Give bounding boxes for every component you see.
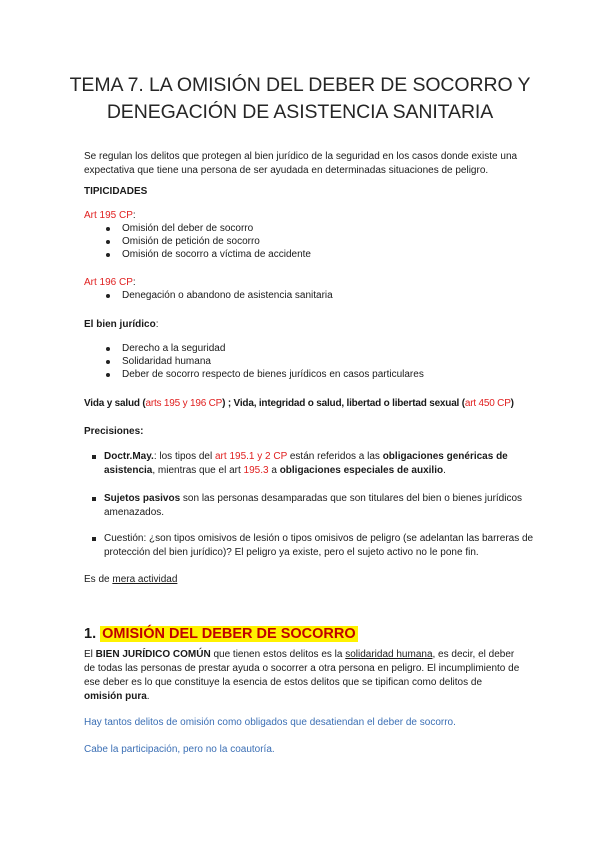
p1-ref-2: 195.3 [243, 465, 269, 476]
p1-h: a [268, 465, 280, 476]
blue-note-2: Cabe la participación, pero no la coautoría. [84, 744, 275, 755]
list-item: Omisión de socorro a víctima de accidente [104, 248, 311, 261]
bien-juridico-list [104, 342, 424, 381]
list-item: Deber de socorro respecto de bienes jurídicos en casos particulares [104, 368, 424, 381]
vida-salud-line [84, 397, 514, 411]
vida-ref-a: arts 195 y 196 CP [145, 398, 223, 409]
list-item: Omisión del deber de socorro [104, 222, 311, 235]
mera-text: Es de [84, 574, 113, 585]
art195-heading [84, 209, 136, 223]
s1p-a: El [84, 649, 96, 660]
title-line-2: DENEGACIÓN DE ASISTENCIA SANITARIA [106, 101, 494, 123]
section-1-heading [84, 624, 358, 644]
precision-item-2 [90, 492, 536, 520]
vida-text-a: Vida y salud ( [84, 398, 146, 409]
precision-item-1 [90, 450, 536, 478]
s1p-f: omisión pura [84, 691, 147, 702]
bien-juridico-label: El bien jurídico [84, 319, 156, 330]
s1p-d: solidaridad humana [345, 649, 433, 660]
bien-juridico-heading [84, 318, 158, 332]
title-line-1: TEMA 7. LA OMISIÓN DEL DEBER DE SOCORRO Y [69, 74, 531, 96]
section-1-title: OMISIÓN DEL DEBER DE SOCORRO [102, 626, 356, 642]
p1-j: . [443, 465, 446, 476]
mera-underlined: mera actividad [112, 574, 178, 585]
list-item: Denegación o abandono de asistencia sanitaria [104, 289, 333, 302]
s1p-c: que tienen estos delitos es la [210, 649, 346, 660]
s1p-b: BIEN JURÍDICO COMÚN [95, 649, 211, 660]
art196-list [104, 289, 333, 302]
p2-a: Sujetos pasivos [104, 493, 181, 504]
p1-ref: art 195.1 y 2 CP [215, 451, 288, 462]
s1p-e: , es decir, el deber de todas las personas de prestar ayuda o socorrer a otra persona en peligro. El incumplimiento de ese deber es lo que constituye la esencia de estos delitos que se tipifican como delitos de [84, 649, 520, 688]
intro-paragraph: Se regulan los delitos que protegen al bien jurídico de la seguridad en los casos donde existe una expectativa que tiene una persona de ser ayudada en determinadas situaciones de peligro. [84, 151, 518, 176]
p1-d: están referidos a las [287, 451, 383, 462]
p1-i: obligaciones especiales de auxilio [279, 465, 444, 476]
p2-b: son las personas desamparadas que son titulares del bien o bienes jurídicos amenazados. [104, 493, 523, 518]
p1-a: Doctr.May. [104, 451, 154, 462]
list-item: Solidaridad humana [104, 355, 424, 368]
art196-heading [84, 276, 136, 290]
precision-item-3: Cuestión: ¿son tipos omisivos de lesión o tipos omisivos de peligro (se adelantan las barreras de protección del bien jurídico)? El peligro ya existe, pero el sujeto activo no le pone fin. [90, 532, 536, 560]
art195-colon: : [132, 210, 136, 221]
document-title [60, 72, 540, 126]
art195-list [104, 222, 311, 261]
vida-text-e: ) [510, 398, 514, 409]
precisiones-heading: Precisiones: [84, 426, 144, 437]
p1-f: , mientras que el art [152, 465, 244, 476]
section-1-number: 1. [84, 626, 101, 642]
vida-ref-b: art 450 CP [464, 398, 511, 409]
p1-e: obligaciones genéricas de asistencia [104, 451, 508, 476]
art195-label: Art 195 CP [84, 210, 133, 221]
art196-colon: : [132, 277, 136, 288]
vida-text-c: ) ; Vida, integridad o salud, libertad o libertad sexual ( [222, 398, 465, 409]
blue-note-1: Hay tantos delitos de omisión como obligados que desatiendan el deber de socorro. [84, 717, 456, 728]
bien-juridico-colon: : [155, 319, 159, 330]
list-item: Derecho a la seguridad [104, 342, 424, 355]
p1-b: : los tipos del [153, 451, 215, 462]
section-1-paragraph [84, 648, 520, 704]
list-item: Omisión de petición de socorro [104, 235, 311, 248]
mera-actividad-line [84, 573, 177, 587]
art196-label: Art 196 CP [84, 277, 133, 288]
tipicidades-heading: TIPICIDADES [84, 186, 148, 197]
s1p-g: . [146, 691, 150, 702]
